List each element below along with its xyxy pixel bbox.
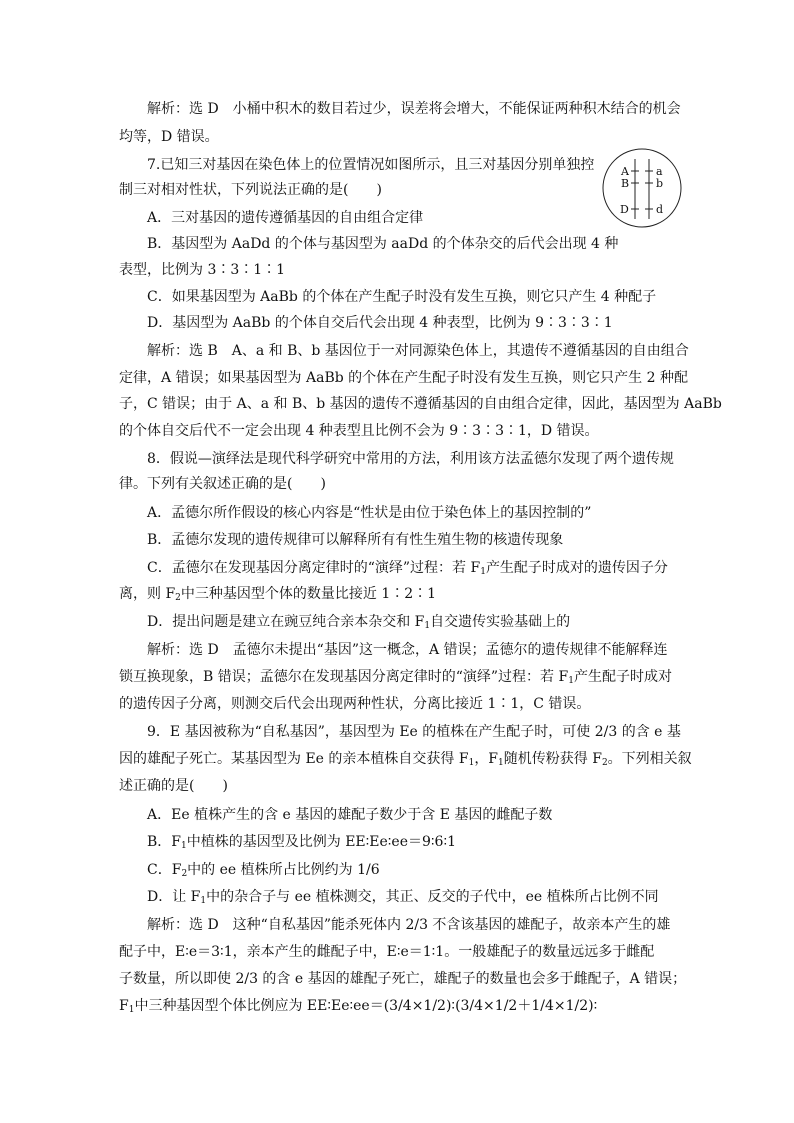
a9-text-b: 中三种基因型个体比例应为 EE∶Ee∶ee＝(3/4×1/2)∶(3/4×1/2＋1/4×1/2)∶ — [134, 998, 598, 1014]
q8c2-text-b: 中三种基因型个体的数量比接近 1∶2∶1 — [180, 586, 437, 602]
analysis-q8-line3: 的遗传因子分离，则测交后代会出现两种性状，分离比接近 1∶1，C 错误。 — [119, 696, 591, 712]
q9c-text-b: 中的 ee 植株所占比例约为 1/6 — [187, 862, 380, 878]
analysis-q8-line1: 解析：选 D 孟德尔未提出“基因”这一概念，A 错误；孟德尔的遗传规律不能解释连 — [147, 642, 668, 658]
question-9-option-d — [147, 887, 659, 911]
chromosome-diagram-svg — [601, 147, 683, 229]
q8d-text-b: 自交遗传实验基础上的 — [430, 614, 571, 630]
analysis-q7-line4: 的个体自交后代不一定会出现 4 种表型且比例不会为 9∶3∶3∶1，D 错误。 — [119, 423, 599, 439]
question-8-option-a: A．孟德尔所作假设的核心内容是“性状是由位于染色体上的基因控制的” — [147, 505, 592, 521]
subscript: 1 — [181, 841, 187, 851]
question-8-option-c-line1 — [147, 558, 668, 582]
analysis-q9-line1: 解析：选 D 这种“自私基因”能杀死体内 2/3 不含该基因的雄配子，故亲本产生的雄 — [147, 917, 671, 933]
q9-text-d: 。下列相关叙 — [607, 751, 692, 767]
question-9-option-a: A．Ee 植株产生的含 e 基因的雄配子数少于含 E 基因的雌配子数 — [147, 807, 553, 823]
question-7-option-a: A．三对基因的遗传遵循基因的自由组合定律 — [147, 210, 424, 226]
gene-label-b: b — [656, 177, 664, 190]
question-9-option-c — [147, 860, 380, 884]
question-8-option-d — [147, 612, 570, 636]
analysis-q9-line3: 子数量，所以即使 2/3 的含 e 基因的雄配子死亡，雄配子的数量也会多于雌配子，A 错误； — [119, 971, 687, 987]
question-7-option-b-line2: 表型，比例为 3∶3∶1∶1 — [119, 262, 286, 278]
analysis-q8-line2 — [119, 667, 672, 691]
analysis-q7-line3: 子，C 错误；由于 A、a 和 B、b 基因的遗传不遵循基因的自由组合定律，因此，基因型为 AaBb — [119, 396, 722, 412]
analysis-q9-line2: 配子中，E∶e＝3∶1，亲本产生的雌配子中，E∶e＝1∶1。一般雄配子的数量远远多于雌配 — [119, 944, 655, 960]
subscript: 1 — [498, 758, 504, 768]
subscript: 1 — [468, 758, 475, 768]
subscript: 1 — [128, 1005, 135, 1015]
a8-text-b: 产生配子时成对 — [573, 669, 672, 685]
q9-text-c: 随机传粉获得 F — [503, 751, 602, 767]
diagram-circle — [603, 149, 681, 227]
subscript: 1 — [480, 567, 486, 577]
q8c-text-a: C．孟德尔在发现基因分离定律时的“演绎”过程：若 F — [147, 560, 481, 576]
question-7-option-b-line1: B．基因型为 AaDd 的个体与基因型为 aaDd 的个体杂交的后代会出现 4 种 — [147, 236, 619, 252]
subscript: 2 — [601, 758, 608, 768]
q9d-text-a: D．让 F — [147, 889, 201, 905]
analysis-q7-line1: 解析：选 B A、a 和 B、b 基因位于一对同源染色体上，其遗传不遵循基因的自由组合 — [147, 343, 689, 359]
question-8-stem-line2: 律。下列有关叙述正确的是( ) — [119, 476, 326, 492]
q9-text-a: 因的雄配子死亡。某基因型为 Ee 的亲本植株自交获得 F — [119, 751, 469, 767]
subscript: 2 — [175, 593, 181, 603]
question-9-stem-line1: 9．E 基因被称为“自私基因”，基因型为 Ee 的植株在产生配子时，可使 2/3 的含 e 基 — [147, 724, 681, 740]
question-9-stem-line3: 述正确的是( ) — [119, 778, 228, 794]
q9b-text-b: 中植株的基因型及比例为 EE∶Ee∶ee＝9∶6∶1 — [186, 834, 457, 850]
question-7-stem-line1: 7.已知三对基因在染色体上的位置情况如图所示，且三对基因分别单独控 — [147, 157, 595, 173]
question-7-stem-line2: 制三对相对性状，下列说法正确的是( ) — [119, 182, 382, 198]
chromosome-diagram — [601, 147, 683, 229]
q8d-text-a: D．提出问题是建立在豌豆纯合亲本杂交和 F — [147, 614, 425, 630]
q9d-text-b: 中的杂合子与 ee 植株测交，其正、反交的子代中，ee 植株所占比例不同 — [206, 889, 659, 905]
q9b-text-a: B．F — [147, 834, 182, 850]
q8c-text-b: 产生配子时成对的遗传因子分 — [485, 560, 668, 576]
gene-label-A: A — [621, 165, 629, 178]
q8c2-text-a: 离，则 F — [119, 586, 176, 602]
gene-label-D: D — [620, 203, 629, 216]
question-8-option-c-line2 — [119, 584, 436, 608]
question-7-option-d: D．基因型为 AaBb 的个体自交后代会出现 4 种表型，比例为 9∶3∶3∶1 — [147, 315, 613, 331]
analysis-q7-line2: 定律，A 错误；如果基因型为 AaBb 的个体在产生配子时没有发生互换，则它只产生 2 种配 — [119, 370, 688, 386]
question-8-stem-line1: 8．假说—演绎法是现代科学研究中常用的方法，利用该方法孟德尔发现了两个遗传规 — [147, 451, 674, 467]
gene-label-a: a — [656, 165, 663, 178]
question-8-option-b: B．孟德尔发现的遗传规律可以解释所有有性生殖生物的核遗传现象 — [147, 532, 564, 548]
analysis-q9-line4 — [119, 996, 597, 1020]
analysis-q6-line1: 解析：选 D 小桶中积木的数目若过少，误差将会增大，不能保证两种积木结合的机会 — [147, 101, 681, 117]
subscript: 1 — [424, 621, 431, 631]
subscript: 1 — [200, 896, 207, 906]
question-9-option-b — [147, 832, 456, 856]
q9-text-b: ，F — [474, 751, 499, 767]
q9c-text-a: C．F — [147, 862, 182, 878]
a9-text-a: F — [119, 998, 129, 1014]
question-9-stem-line2 — [119, 749, 692, 773]
a8-text-a: 锁互换现象，B 错误；孟德尔在发现基因分离定律时的“演绎”过程：若 F — [119, 669, 569, 685]
question-7-option-c: C．如果基因型为 AaBb 的个体在产生配子时没有发生互换，则它只产生 4 种配子 — [147, 289, 657, 305]
subscript: 1 — [568, 676, 574, 686]
subscript: 2 — [181, 869, 188, 879]
gene-label-d: d — [656, 203, 664, 216]
gene-label-B: B — [621, 177, 630, 190]
analysis-q6-line2: 均等，D 错误。 — [119, 129, 219, 145]
